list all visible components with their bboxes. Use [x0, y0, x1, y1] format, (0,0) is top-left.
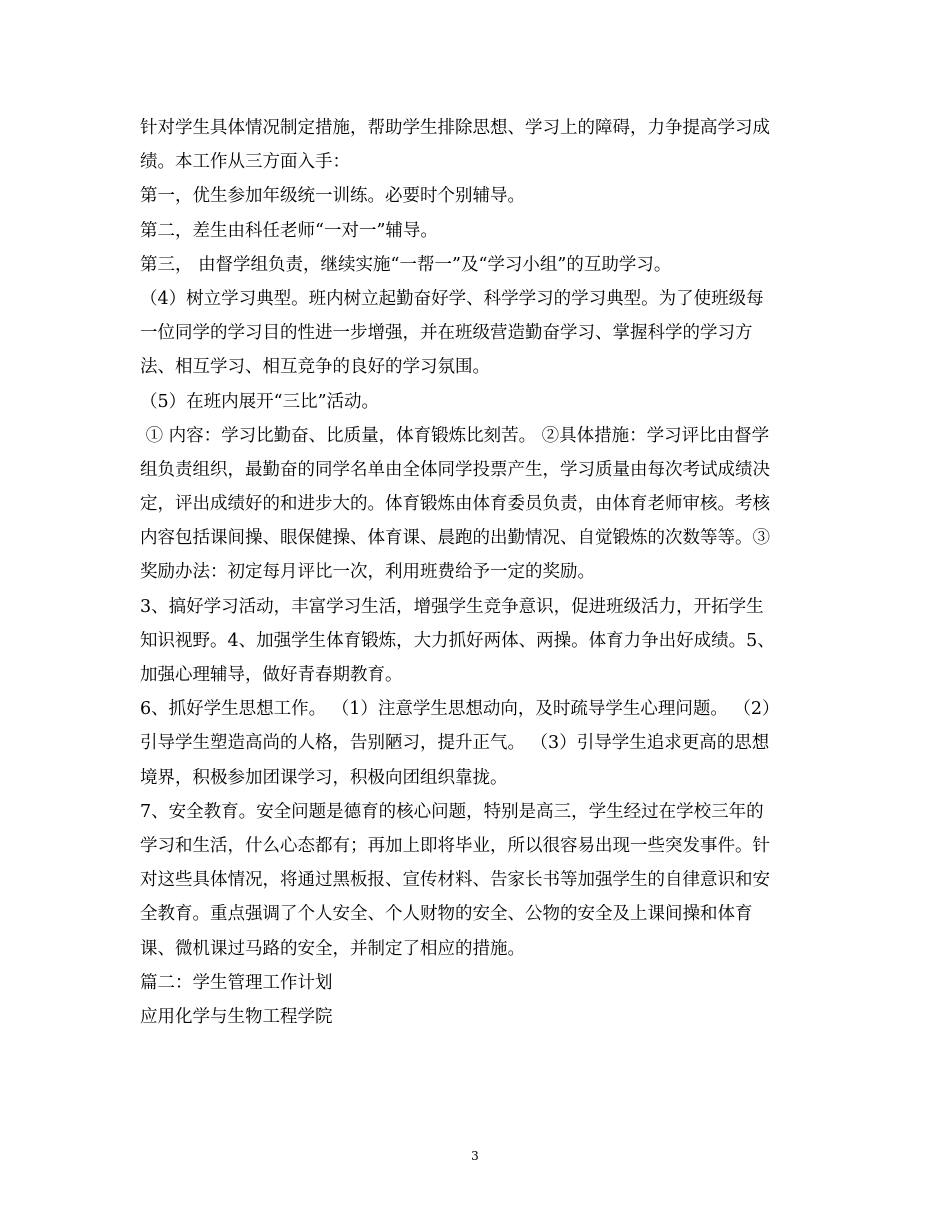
text-line: 第二，差生由科任老师“一对一”辅导。 — [140, 220, 438, 241]
text-line: 第三， 由督学组负责，继续实施“一帮一”及“学习小组”的互助学习。 — [140, 254, 672, 275]
text-line: 加强心理辅导，做好青春期教育。 — [140, 665, 403, 685]
text-line: 知识视野。4、加强学生体育锻炼，大力抓好两体、两操。体育力争出好成绩。5、 — [140, 630, 775, 651]
page-number: 3 — [471, 1149, 479, 1163]
text-line: （4）树立学习典型。班内树立起勤奋好学、科学学习的学习典型。为了使班级每 — [140, 288, 764, 309]
text-line: ① 内容：学习比勤奋、比质量，体育锻炼比刻苦。 ②具体措施：学习评比由督学 — [140, 425, 770, 446]
text-line: 引导学生塑造高尚的人格，告别陋习，提升正气。 （3）引导学生追求更高的思想 — [140, 733, 770, 754]
text-line: 一位同学的学习目的性进一步增强，并在班级营造勤奋学习、掌握科学的学习方 — [140, 323, 753, 344]
text-line: 内容包括课间操、眼保健操、体育课、晨跑的出勤情况、自觉锻炼的次数等等。③ — [140, 528, 770, 549]
text-line: 奖励办法：初定每月评比一次，利用班费给予一定的奖励。 — [140, 562, 595, 583]
text-line: 境界，积极参加团课学习，积极向团组织靠拢。 — [140, 767, 508, 788]
section-heading: 篇二：学生管理工作计划 — [140, 972, 333, 993]
text-line: 3、搞好学习活动，丰富学习生活，增强学生竞争意识，促进班级活力，开拓学生 — [140, 596, 764, 617]
text-line: 6、抓好学生思想工作。 （1）注意学生思想动向，及时疏导学生心理问题。 （2） — [140, 699, 780, 720]
text-line: 学习和生活，什么心态都有；再加上即将毕业，所以很容易出现一些突发事件。针 — [140, 835, 770, 856]
text-line: 定，评出成绩好的和进步大的。体育锻炼由体育委员负责，由体育老师审核。考核 — [140, 494, 770, 515]
text-line: 课、微机课过马路的安全，并制定了相应的措施。 — [140, 938, 525, 959]
text-line: 第一，优生参加年级统一训练。必要时个别辅导。 — [140, 186, 525, 207]
text-line: 7、安全教育。安全问题是德育的核心问题，特别是高三，学生经过在学校三年的 — [140, 801, 764, 822]
text-line: （5）在班内展开“三比”活动。 — [140, 391, 380, 412]
text-line: 针对学生具体情况制定措施，帮助学生排除思想、学习上的障碍，力争提高学习成 — [140, 118, 770, 138]
text-line: 对这些具体情况，将通过黑板报、宣传材料、告家长书等加强学生的自律意识和安 — [140, 870, 770, 891]
body-text — [140, 111, 812, 1034]
text-line: 绩。本工作从三方面入手： — [140, 152, 350, 173]
text-line: 全教育。重点强调了个人安全、个人财物的安全、公物的安全及上课间操和体育 — [140, 904, 753, 925]
text-line: 组负责组织，最勤奋的同学名单由全体同学投票产生，学习质量由每次考试成绩决 — [140, 459, 770, 480]
text-line: 法、相互学习、相互竞争的良好的学习氛围。 — [140, 357, 490, 378]
department-name: 应用化学与生物工程学院 — [140, 1006, 333, 1027]
